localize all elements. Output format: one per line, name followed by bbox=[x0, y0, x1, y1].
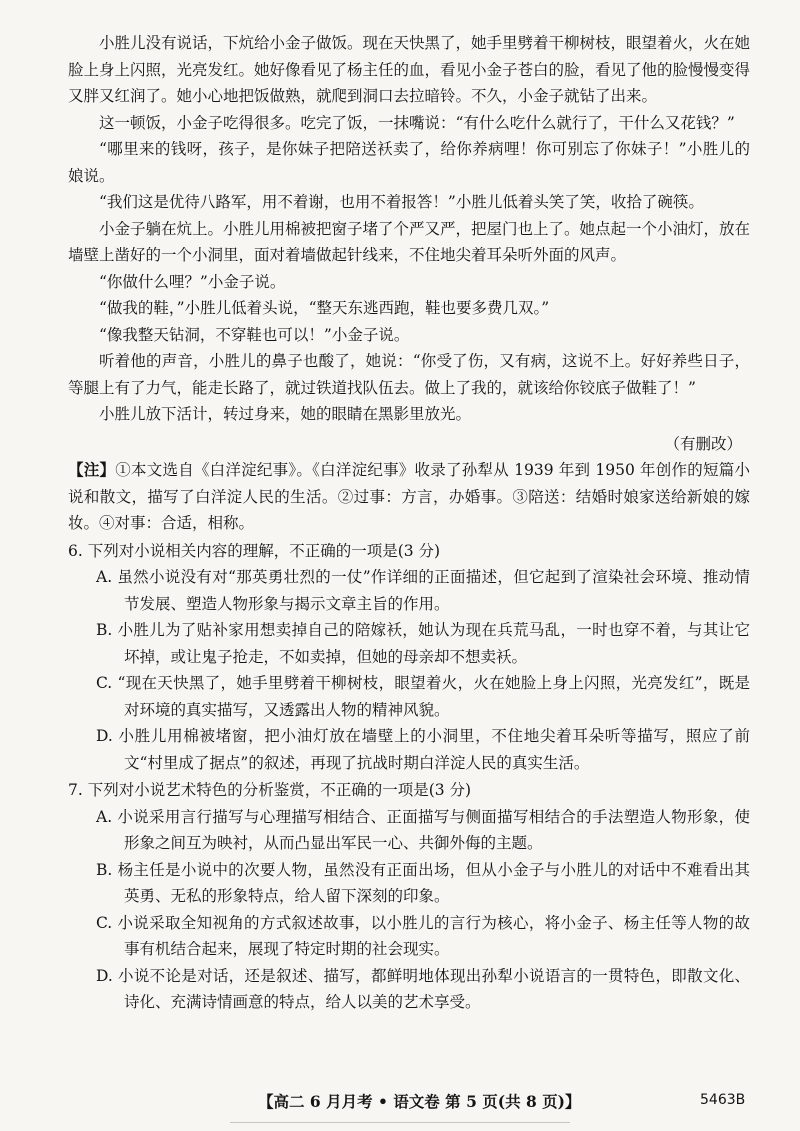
story-paragraph-10: 小胜儿放下活计，转过身来，她的眼睛在黑影里放光。 bbox=[99, 405, 472, 423]
question-stem: 7. 下列对小说艺术特色的分析鉴赏，不正确的一项是(3 分) bbox=[68, 781, 472, 799]
exam-page bbox=[68, 30, 750, 1016]
footer-page-info: 【高二 6 月月考 • 语文卷 第 5 页(共 8 页)】 bbox=[258, 1092, 581, 1111]
question-7 bbox=[68, 777, 750, 1016]
question-option: B. 杨主任是小说中的次要人物，虽然没有正面出场，但从小金子与小胜儿的对话中不难看出其英勇、无私的形象特点，给人留下深刻的印象。 bbox=[96, 860, 750, 905]
story-paragraph-8: “像我整天钻洞，不穿鞋也可以！”小金子说。 bbox=[99, 325, 410, 344]
story-paragraph-1: 小胜儿没有说话，下炕给小金子做饭。现在天快黑了，她手里劈着干柳树枝，眼望着火，火在她脸上身上闪照，光亮发红。她好像看见了杨主任的血，看见小金子苍白的脸，看见了他的脸慢慢变得又胖又红润了。她小心地把饭做熟，就爬到洞口去拉暗铃。不久，小金子就钻了出来。 bbox=[68, 34, 751, 105]
question-stem: 6. 下列对小说相关内容的理解，不正确的一项是(3 分) bbox=[68, 541, 441, 560]
question-option: D. 小胜儿用棉被堵窗，把小油灯放在墙壁上的小洞里，不住地尖着耳朵听等描写，照应了前文“村里成了据点”的叙述，再现了抗战时期白洋淀人民的真实生活。 bbox=[96, 727, 750, 772]
question-option: D. 小说不论是对话，还是叙述、描写，都鲜明地体现出孙犁小说语言的一贯特色，即散文化、诗化、充满诗情画意的特点，给人以美的艺术享受。 bbox=[96, 966, 750, 1011]
story-paragraph-2: 这一顿饭，小金子吃得很多。吃完了饭，一抹嘴说：“有什么吃什么就行了，干什么又花钱？” bbox=[99, 113, 735, 132]
question-6 bbox=[68, 538, 750, 777]
footer-divider bbox=[230, 1122, 570, 1123]
story-text bbox=[68, 30, 750, 457]
question-option: A. 虽然小说没有对“那英勇壮烈的一仗”作详细的正面描述，但它起到了渲染社会环境、推动情节发展、塑造人物形象与揭示文章主旨的作用。 bbox=[96, 568, 750, 613]
story-paragraph-6: “你做什么哩？”小金子说。 bbox=[99, 272, 286, 291]
question-option: C. “现在天快黑了，她手里劈着干柳树枝，眼望着火，火在她脸上身上闪照，光亮发红”，既是对环境的真实描写，又透露出人物的精神风貌。 bbox=[96, 674, 750, 719]
story-paragraph-5: 小金子躺在炕上。小胜儿用棉被把窗子堵了个严又严，把屋门也上了。她点起一个小油灯，放在墙壁上凿好的一个小洞里，面对着墙做起针线来，不住地尖着耳朵听外面的风声。 bbox=[68, 219, 751, 264]
question-option: B. 小胜儿为了贴补家用想卖掉自己的陪嫁袄，她认为现在兵荒马乱，一时也穿不着，与其让它坏掉，或让鬼子抢走，不如卖掉，但她的母亲却不想卖袄。 bbox=[96, 621, 750, 666]
note-label: 【注】 bbox=[68, 460, 116, 479]
story-paragraph-7: “做我的鞋，”小胜儿低着头说，“整天东逃西跑，鞋也要多费几双。” bbox=[99, 299, 550, 317]
note-text: ①本文选自《白洋淀纪事》。《白洋淀纪事》收录了孙犁从 1939 年到 1950 年创作的短篇小说和散文，描写了白洋淀人民的生活。②过事：方言，办婚事。③陪送：结婚时娘家送给新娘的嫁妆。④对事：合适，相称。 bbox=[68, 461, 750, 532]
story-paragraph-4: “我们这是优待八路军，用不着谢，也用不着报答！”小胜儿低着头笑了笑，收拾了碗筷。 bbox=[99, 193, 704, 211]
question-option: C. 小说采取全知视角的方式叙述故事，以小胜儿的言行为核心，将小金子、杨主任等人物的故事有机结合起来，展现了特定时期的社会现实。 bbox=[96, 913, 750, 958]
footer-code: 5463B bbox=[700, 1092, 746, 1108]
question-option: A. 小说采用言行描写与心理描写相结合、正面描写与侧面描写相结合的手法塑造人物形象，使形象之间互为映衬，从而凸显出军民一心、共御外侮的主题。 bbox=[96, 807, 750, 852]
story-paragraph-9: 听着他的声音，小胜儿的鼻子也酸了，她说：“你受了伤，又有病，这说不上。好好养些日子，等腿上有了力气，能走长路了，就过铁道找队伍去。做上了我的，就该给你铰底子做鞋了！” bbox=[68, 352, 750, 397]
source-note: （有删改） bbox=[664, 434, 742, 453]
annotation-note bbox=[68, 457, 750, 537]
story-paragraph-3: “哪里来的钱呀，孩子，是你妹子把陪送袄卖了，给你养病哩！你可别忘了你妹子！”小胜儿的娘说。 bbox=[68, 140, 750, 185]
